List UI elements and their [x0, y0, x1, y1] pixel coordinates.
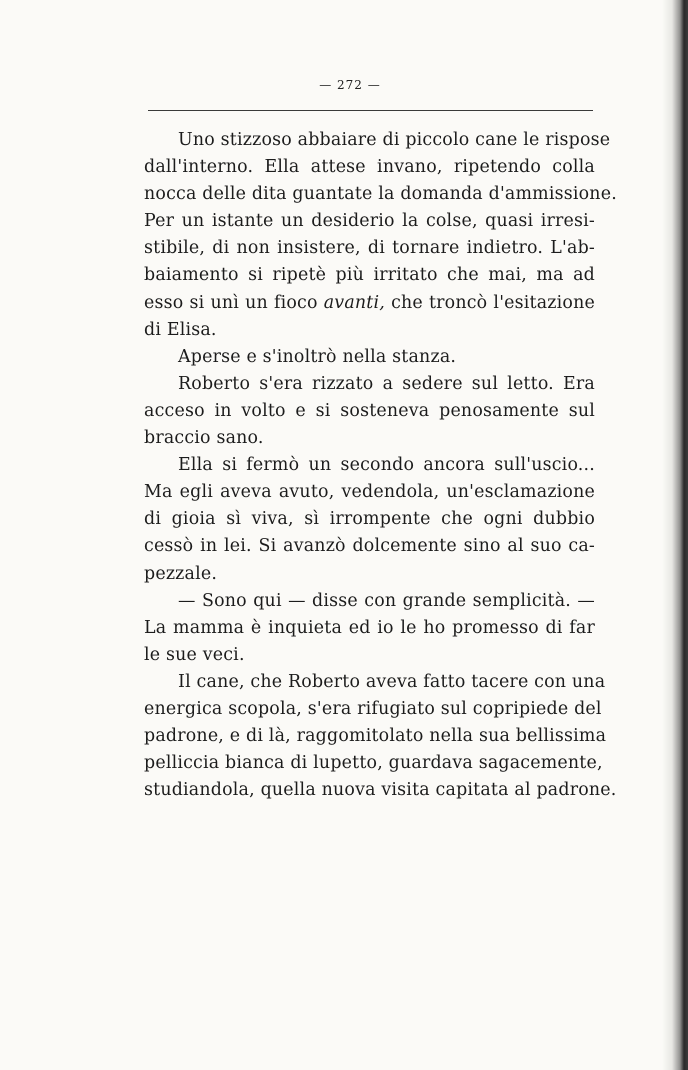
text-line: di gioia sì viva, sì irrompente che ogni dubbio [144, 509, 595, 530]
text-line: braccio sano. [144, 428, 264, 449]
text-line: padrone, e di là, raggomitolato nella sua bellissima [144, 726, 607, 747]
text-line: dall'interno. Ella attese invano, ripetendo colla [144, 157, 595, 178]
text-line-with-italic [144, 290, 595, 317]
body-text [144, 127, 617, 804]
text-line: energica scopola, s'era rifugiato sul copripiede del [144, 698, 602, 719]
italic-word: avanti, [323, 292, 385, 313]
text-line: pezzale. [144, 563, 218, 584]
text-line: pelliccia bianca di lupetto, guardava sagacemente, [144, 753, 603, 774]
text-line: Ma egli aveva avuto, vedendola, un'esclamazione [144, 482, 595, 503]
text-line: stibile, di non insistere, di tornare indietro. L'ab- [144, 238, 595, 259]
text-line: cessò in lei. Si avanzò dolcemente sino al suo ca- [144, 536, 595, 557]
text-line: Roberto s'era rizzato a sedere sul letto. Era [178, 373, 595, 394]
text-line: studiandola, quella nuova visita capitata al padrone. [144, 780, 617, 801]
book-spine-shadow [662, 0, 688, 1070]
text-line: le sue veci. [144, 644, 245, 665]
text-line: Aperse e s'inoltrò nella stanza. [178, 346, 457, 367]
page-number: — 272 — [319, 78, 381, 92]
text-line: Per un istante un desiderio la colse, quasi irresi- [144, 211, 595, 232]
text-segment: esso si unì un fioco [144, 292, 318, 313]
text-line: di Elisa. [144, 319, 217, 340]
text-line: Uno stizzoso abbaiare di piccolo cane le rispose [178, 130, 611, 150]
text-line: baiamento si ripetè più irritato che mai, ma ad [144, 265, 595, 286]
text-segment: che troncò l'esitazione [391, 292, 595, 313]
text-line: Ella si fermò un secondo ancora sull'uscio... [178, 455, 595, 476]
text-line: — Sono qui — disse con grande semplicità. — [178, 590, 595, 611]
text-line: nocca delle dita guantate la domanda d'ammissione. [144, 184, 617, 205]
text-line: Il cane, che Roberto aveva fatto tacere con una [178, 671, 606, 692]
text-line: La mamma è inquieta ed io le ho promesso di far [144, 617, 595, 638]
text-line: acceso in volto e si sosteneva penosamente sul [144, 400, 595, 421]
header-rule [148, 110, 593, 111]
